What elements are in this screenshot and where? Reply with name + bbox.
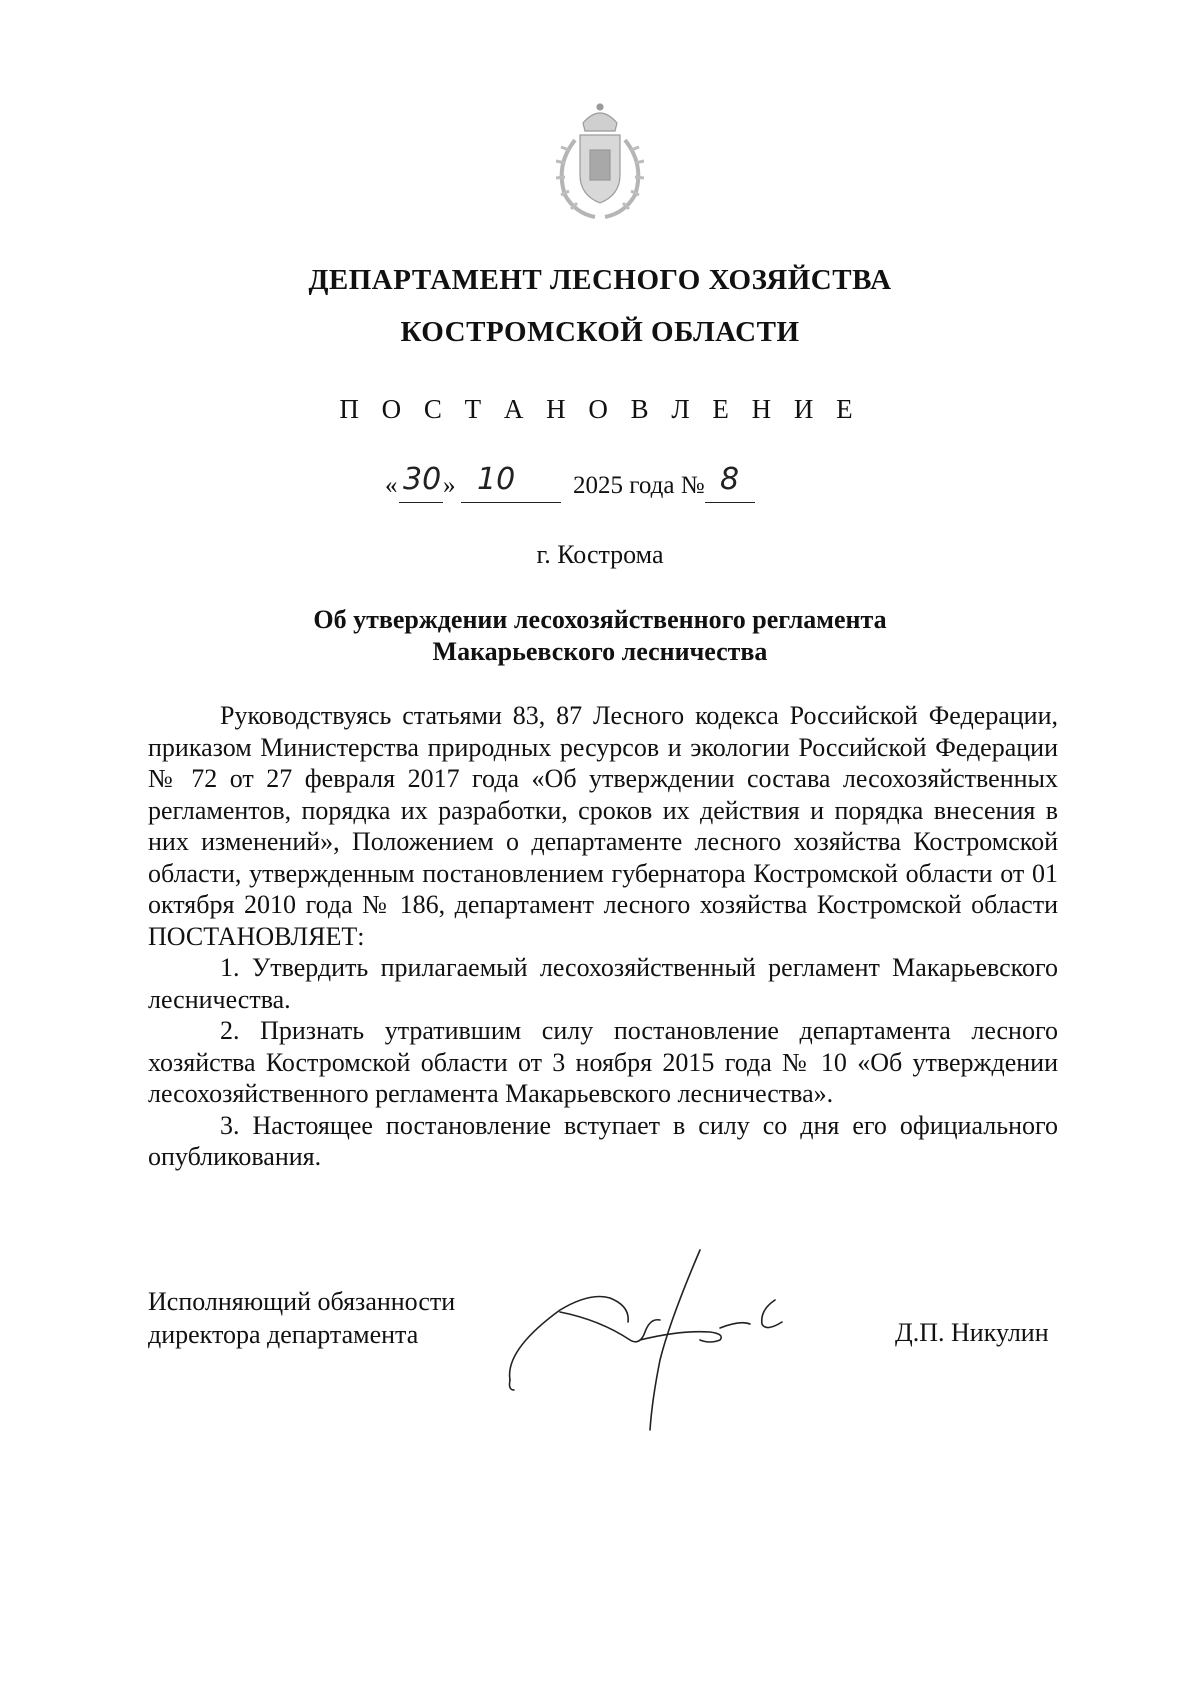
item-2: 2. Признать утратившим силу постановление департамента лесного хозяйства Костромской области от 3 ноября 2015 года № 10 «Об утверждении лесохозяйственного регламента Макарьевского лесничества».: [148, 1016, 1058, 1108]
item-1: 1. Утвердить прилагаемый лесохозяйственный регламент Макарьевского лесничества.: [148, 953, 1058, 1014]
document-body: [148, 700, 1058, 1173]
position-line2: директора департамента: [148, 1320, 419, 1349]
position-line1: Исполняющий обязанности: [148, 1287, 456, 1316]
handwritten-signature-icon: [500, 1240, 830, 1440]
date-day: 30: [403, 462, 442, 497]
date-month: 10: [477, 462, 516, 497]
document-title-line1: Об утверждении лесохозяйственного регламента: [313, 605, 887, 634]
coat-of-arms-icon: [535, 95, 665, 227]
city: г. Кострома: [536, 540, 664, 569]
date-year-text: 2025 года №: [573, 472, 705, 499]
date-close-quote: »: [443, 472, 456, 499]
document-title-line2: Макарьевского лесничества: [432, 637, 768, 666]
signatory-name: Д.П. Никулин: [895, 1318, 1049, 1347]
department-name-line1: ДЕПАРТАМЕНТ ЛЕСНОГО ХОЗЯЙСТВА: [308, 264, 892, 296]
signatory-position: [148, 1285, 455, 1351]
date-line: [385, 462, 845, 510]
document-type: П О С Т А Н О В Л Е Н И Е: [339, 394, 861, 424]
document-number: 8: [720, 462, 740, 497]
date-open-quote: «: [385, 472, 398, 499]
item-3: 3. Настоящее постановление вступает в силу со дня его официального опубликования.: [148, 1110, 1058, 1171]
department-name-line2: КОСТРОМСКОЙ ОБЛАСТИ: [400, 316, 800, 348]
preamble: Руководствуясь статьями 83, 87 Лесного кодекса Российской Федерации, приказом Министерства природных ресурсов и экологии Российской Федерации № 72 от 27 февраля 2017 года «Об утверждении состава лесохозяйственных регламентов, порядка их разработки, сроков их действия и порядка внесения в них изменений», Положением о департаменте лесного хозяйства Костромской области, утвержденным постановлением губернатора Костромской области от 01 октября 2010 года № 186, департамент лесного хозяйства Костромской области ПОСТАНОВЛЯЕТ:: [148, 701, 1058, 951]
